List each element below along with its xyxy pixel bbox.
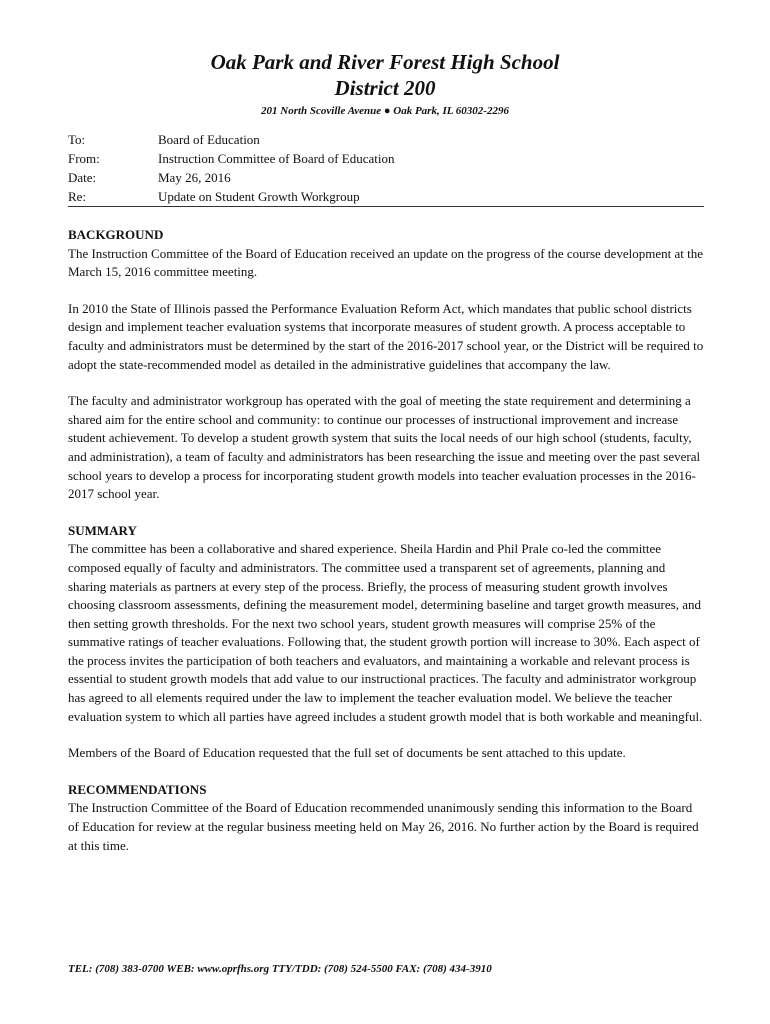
- school-address: 201 North Scoville Avenue ● Oak Park, IL 60302-2296: [261, 105, 509, 117]
- school-name: Oak Park and River Forest High School: [210, 50, 560, 74]
- summary-paragraph-1: The committee has been a collaborative and shared experience. Sheila Hardin and Phil Prale co-led the committee composed equally of faculty and administrators. The committee used a transparent set of agreements, planning and sharing materials as partners at every step of the process. Briefly, the process of measuring student growth involves choosing classroom assessments, defining the measurement model, determining baseline and target growth measures, and then setting growth thresholds. For the next two school years, student growth measures will comprise 25% of the summative ratings of teacher evaluations. Following that, the student growth portion will increase to 30%. Each aspect of the process invites the participation of both teachers and evaluators, and maintaining a workable and relevant process is essential to student growth models that add value to our instructional practices. The faculty and administrator workgroup has agreed to all elements required under the law to implement the teacher evaluation model. We believe the teacher evaluation system to which all parties have agreed includes a student growth model that is both workable and meaningful.: [68, 541, 703, 724]
- memo-from-row: [68, 149, 394, 168]
- district-name: District 200: [334, 76, 436, 100]
- memo-to-label: To:: [68, 132, 86, 147]
- memo-from-label: From:: [68, 151, 100, 166]
- memo-re-label: Re:: [68, 189, 87, 204]
- memo-re-row: [68, 187, 394, 206]
- memo-date-row: [68, 168, 394, 187]
- memo-header: [68, 130, 394, 206]
- recommendations-heading: RECOMMENDATIONS: [68, 781, 207, 797]
- background-paragraph-2: In 2010 the State of Illinois passed the Performance Evaluation Reform Act, which mandates that public school districts design and implement teacher evaluation systems that incorporate measures of student growth. A process acceptable to faculty and administrators must be determined by the start of the 2016-2017 school year, or the District will be required to adopt the state-recommended model as detailed in the administrative guidelines that accompany the law.: [68, 300, 704, 372]
- memo-date-label: Date:: [68, 170, 97, 185]
- memo-to-row: [68, 130, 394, 149]
- summary-paragraph-2: Members of the Board of Education requested that the full set of documents be sent attached to this update.: [68, 745, 626, 761]
- memo-from-value: Instruction Committee of Board of Education: [158, 151, 395, 166]
- background-paragraph-3: The faculty and administrator workgroup has operated with the goal of meeting the state requirement and determining a shared aim for the entire school and community: to continue our processes of instructional improvement and increase student achievement. To develop a student growth system that suits the local needs of our high school (students, faculty, and administration), a team of faculty and administrators has been researching the issue and meeting over the past several school years to develop a process for incorporating student growth models into teacher evaluation processes in the 2016-2017 school year.: [68, 393, 701, 502]
- background-paragraph-1: The Instruction Committee of the Board of Education received an update on the progress of the course development at the March 15, 2016 committee meeting.: [68, 245, 703, 280]
- recommendations-paragraph: The Instruction Committee of the Board of Education recommended unanimously sending this information to the Board of Education for review at the regular business meeting held on May 26, 2016. No further action by the Board is required at this time.: [68, 800, 699, 853]
- memo-body: [68, 226, 704, 855]
- memo-date-value: May 26, 2016: [158, 170, 231, 185]
- summary-heading: SUMMARY: [68, 522, 137, 538]
- memo-re-value: Update on Student Growth Workgroup: [158, 189, 360, 204]
- background-heading: BACKGROUND: [68, 227, 164, 242]
- contact-footer: TEL: (708) 383-0700 WEB: www.oprfhs.org TTY/TDD: (708) 524-5500 FAX: (708) 434-3910: [68, 963, 492, 975]
- header-divider: [68, 206, 704, 207]
- memo-to-value: Board of Education: [158, 132, 260, 147]
